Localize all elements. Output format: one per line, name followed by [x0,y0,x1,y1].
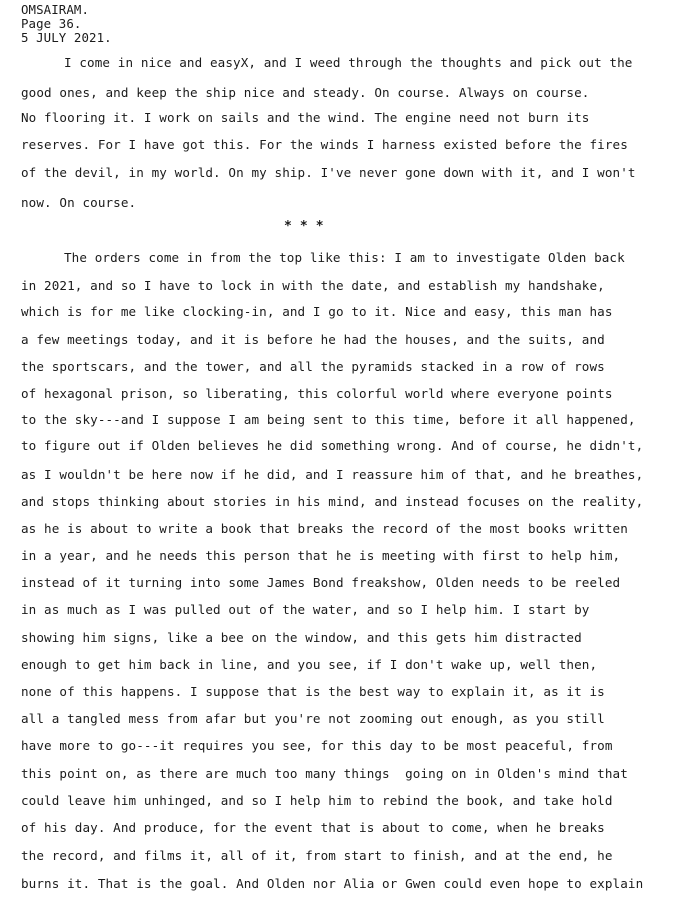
text-line: of his day. And produce, for the event that is about to come, when he breaks [21,820,605,835]
header-date: 5 JULY 2021. [21,30,112,45]
section-separator: * * * [284,219,324,234]
text-line: in as much as I was pulled out of the water, and so I help him. I start by [21,602,590,617]
text-line: as he is about to write a book that breaks the record of the most books written [21,521,628,536]
header-page-number: Page 36. [21,16,82,31]
text-line: good ones, and keep the ship nice and steady. On course. Always on course. [21,85,590,100]
text-line: all a tangled mess from afar but you're not zooming out enough, as you still [21,711,605,726]
text-line: and stops thinking about stories in his mind, and instead focuses on the reality, [21,494,644,509]
text-line: instead of it turning into some James Bond freakshow, Olden needs to be reeled [21,575,621,590]
text-line: The orders come in from the top like this: I am to investigate Olden back [64,250,625,265]
text-line: burns it. That is the goal. And Olden nor Alia or Gwen could even hope to explain [21,876,644,891]
text-line: enough to get him back in line, and you see, if I don't wake up, well then, [21,657,598,672]
text-line: No flooring it. I work on sails and the wind. The engine need not burn its [21,110,590,125]
text-line: reserves. For I have got this. For the winds I harness existed before the fires [21,137,628,152]
text-line: this point on, as there are much too many things going on in Olden's mind that [21,766,628,781]
text-line: now. On course. [21,195,137,210]
text-line: a few meetings today, and it is before he had the houses, and the suits, and [21,332,605,347]
text-line: of the devil, in my world. On my ship. I've never gone down with it, and I won't [21,165,636,180]
text-line: I come in nice and easyX, and I weed through the thoughts and pick out the [64,55,633,70]
text-line: the record, and films it, all of it, from start to finish, and at the end, he [21,848,613,863]
text-line: to figure out if Olden believes he did something wrong. And of course, he didn't, [21,438,644,453]
text-line: have more to go---it requires you see, for this day to be most peaceful, from [21,738,613,753]
text-line: in a year, and he needs this person that he is meeting with first to help him, [21,548,621,563]
text-line: of hexagonal prison, so liberating, this colorful world where everyone points [21,386,613,401]
header-title: OMSAIRAM. [21,2,90,17]
text-line: the sportscars, and the tower, and all the pyramids stacked in a row of rows [21,359,605,374]
text-line: to the sky---and I suppose I am being sent to this time, before it all happened, [21,412,636,427]
text-line: could leave him unhinged, and so I help him to rebind the book, and take hold [21,793,613,808]
text-line: showing him signs, like a bee on the window, and this gets him distracted [21,630,582,645]
text-line: none of this happens. I suppose that is the best way to explain it, as it is [21,684,605,699]
text-line: which is for me like clocking-in, and I go to it. Nice and easy, this man has [21,304,613,319]
text-line: in 2021, and so I have to lock in with the date, and establish my handshake, [21,278,605,293]
text-line: as I wouldn't be here now if he did, and I reassure him of that, and he breathes, [21,467,644,482]
